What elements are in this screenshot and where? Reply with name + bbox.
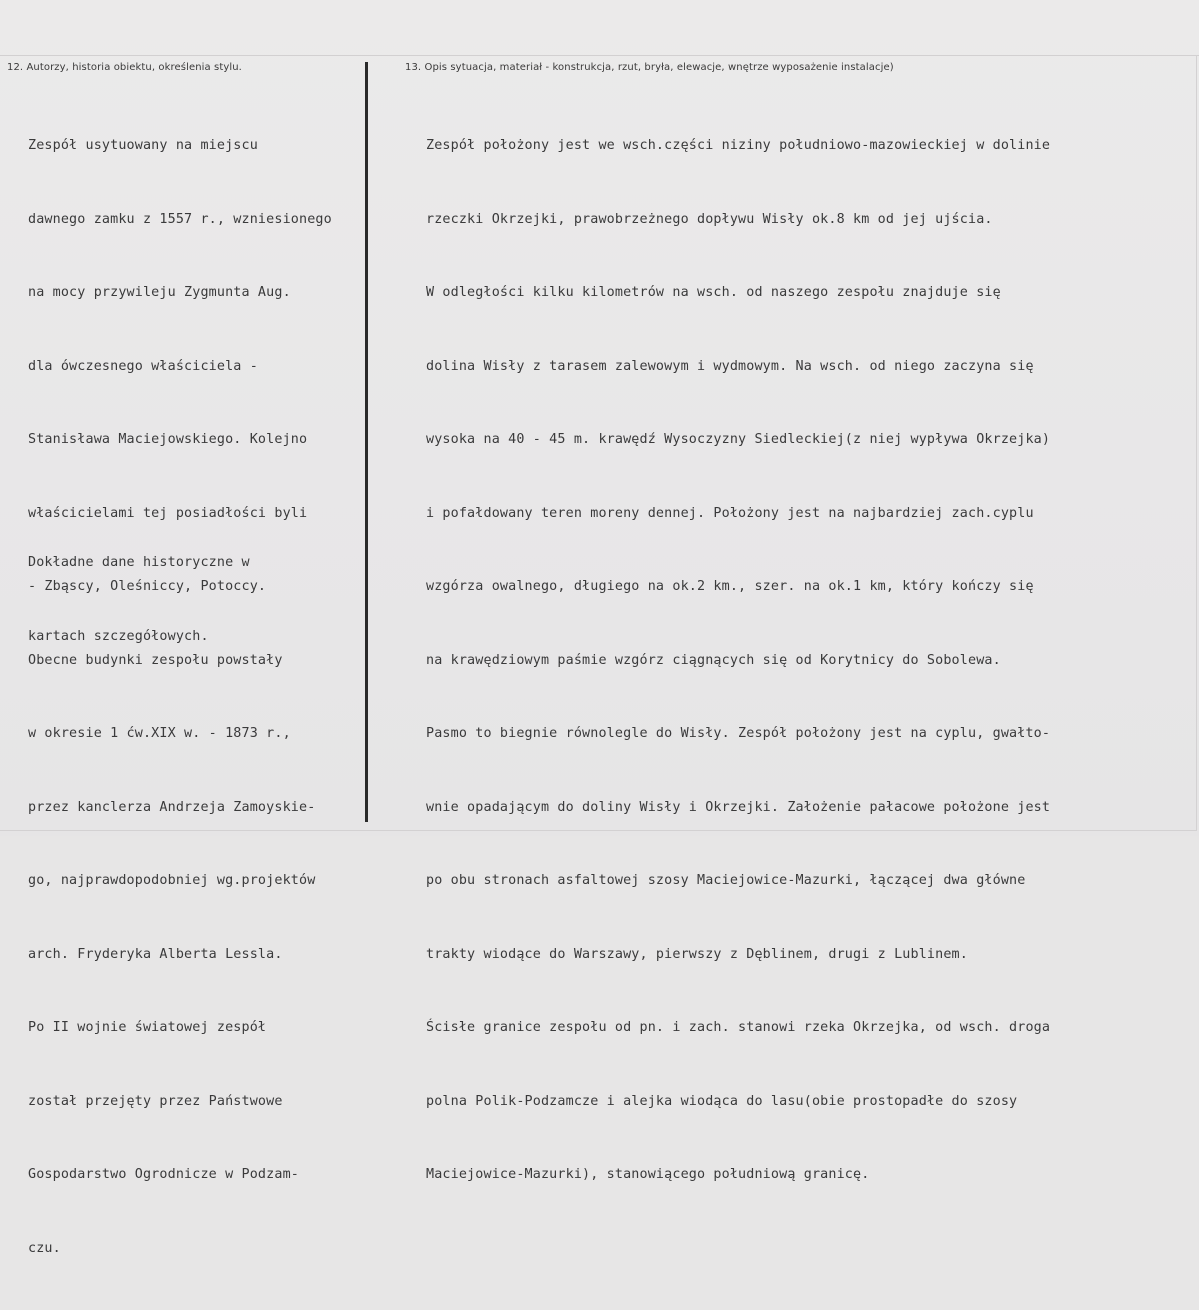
description-line: trakty wiodące do Warszawy, pierwszy z Dęblinem, drugi z Lublinem.: [426, 946, 968, 962]
description-line: i pofałdowany teren moreny dennej. Położony jest na najbardziej zach.cyplu: [426, 505, 1034, 521]
history-line: Gospodarstwo Ogrodnicze w Podzam-: [28, 1167, 299, 1182]
column-divider: [365, 62, 368, 822]
history-line: - Zbąscy, Oleśniccy, Potoccy.: [28, 579, 267, 594]
history-note: [28, 502, 250, 698]
history-line: właścicielami tej posiadłości byli: [28, 505, 308, 521]
history-line: Zespół usytuowany na miejscu: [28, 138, 258, 153]
history-line: w okresie 1 ćw.XIX w. - 1873 r.,: [28, 726, 291, 741]
history-line: dawnego zamku z 1557 r., wzniesionego: [28, 211, 332, 227]
description-line: dolina Wisły z tarasem zalewowym i wydmowym. Na wsch. od niego zaczyna się: [426, 358, 1034, 374]
history-line: Po II wojnie światowej zespół: [28, 1020, 267, 1035]
description-line: Maciejowice-Mazurki), stanowiącego południową granicę.: [426, 1167, 870, 1182]
description-line: wzgórza owalnego, długiego na ok.2 km., szer. na ok.1 km, który kończy się: [426, 579, 1034, 594]
history-line: został przejęty przez Państwowe: [28, 1093, 283, 1109]
history-line: go, najprawdopodobniej wg.projektów: [28, 873, 316, 888]
description-line: polna Polik-Podzamcze i alejka wiodąca do lasu(obie prostopadłe do szosy: [426, 1093, 1018, 1109]
note-line: kartach szczegółowych.: [28, 628, 209, 644]
description-line: Ścisłe granice zespołu od pn. i zach. stanowi rzeka Okrzejka, od wsch. droga: [426, 1020, 1051, 1035]
history-line: Stanisława Maciejowskiego. Kolejno: [28, 432, 308, 447]
section-13-header: 13. Opis sytuacja, materiał - konstrukcja, rzut, bryła, elewacje, wnętrze wyposażenie instalacje): [405, 62, 894, 73]
description-text: [426, 85, 1050, 1237]
description-line: wysoka na 40 - 45 m. krawędź Wysoczyzny Siedleckiej(z niej wypływa Okrzejka): [426, 432, 1051, 447]
history-line: czu.: [28, 1240, 61, 1256]
description-line: rzeczki Okrzejki, prawobrzeżnego dopływu Wisły ok.8 km od jej ujścia.: [426, 211, 993, 227]
history-line: Obecne budynki zespołu powstały: [28, 652, 283, 668]
note-line: Dokładne dane historyczne w: [28, 555, 250, 570]
description-line: wnie opadającym do doliny Wisły i Okrzejki. Założenie pałacowe położone jest: [426, 799, 1051, 815]
history-line: na mocy przywileju Zygmunta Aug.: [28, 285, 291, 300]
description-line: W odległości kilku kilometrów na wsch. od naszego zespołu znajduje się: [426, 285, 1001, 300]
history-line: przez kanclerza Andrzeja Zamoyskie-: [28, 799, 316, 815]
description-line: Pasmo to biegnie równolegle do Wisły. Zespół położony jest na cyplu, gwałto-: [426, 726, 1051, 741]
history-line: dla ówczesnego właściciela -: [28, 358, 258, 374]
section-12-header: 12. Autorzy, historia obiektu, określenia stylu.: [7, 62, 242, 73]
description-line: po obu stronach asfaltowej szosy Maciejowice-Mazurki, łączącej dwa główne: [426, 873, 1026, 888]
description-line: na krawędziowym paśmie wzgórz ciągnących się od Korytnicy do Sobolewa.: [426, 652, 1001, 668]
description-line: Zespół położony jest we wsch.części niziny południowo-mazowieckiej w dolinie: [426, 138, 1051, 153]
history-line: arch. Fryderyka Alberta Lessla.: [28, 946, 283, 962]
